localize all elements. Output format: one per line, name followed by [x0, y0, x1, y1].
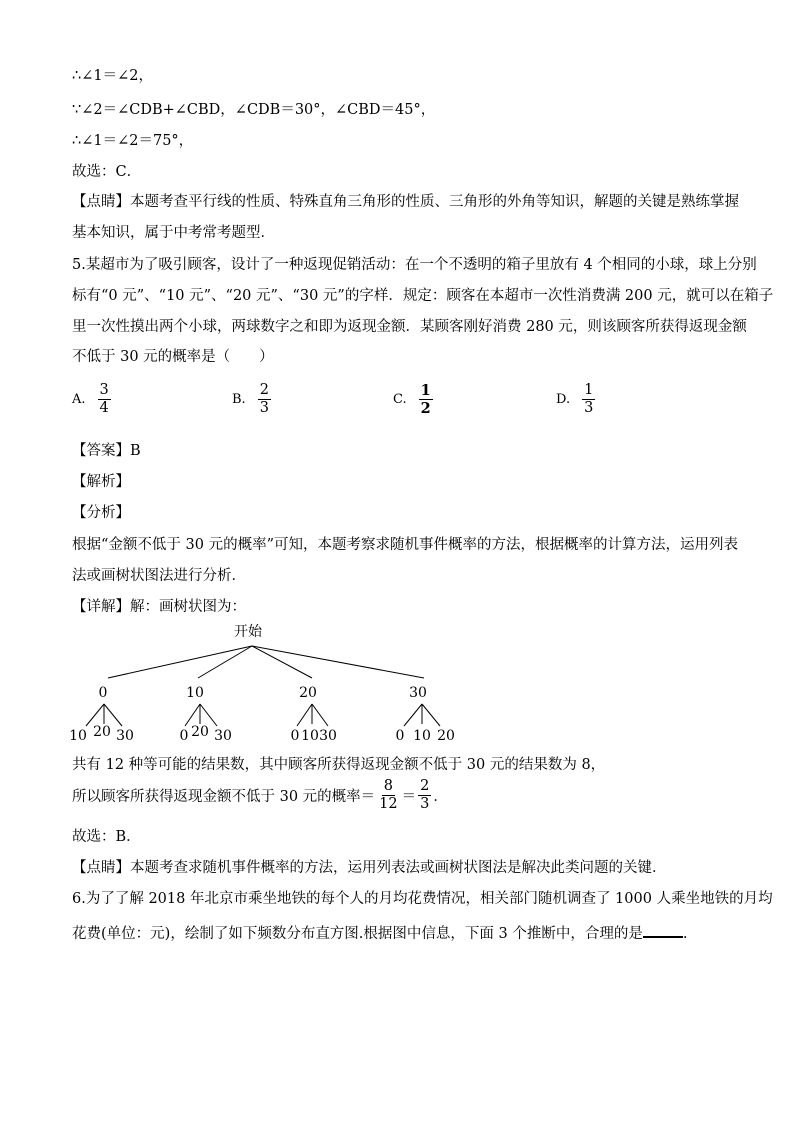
- tree-node-l2: 20: [93, 724, 111, 740]
- numerator: 2: [420, 778, 430, 794]
- tree-edge: [185, 704, 200, 726]
- analysis-label: 【解析】: [72, 474, 130, 490]
- question-6-body: 花费(单位：元)，绘制了如下频数分布直方图.根据图中信息，下面 3 个推断中，合理的是: [72, 926, 643, 942]
- tree-edge: [252, 646, 312, 678]
- tree-root-label: 开始: [234, 624, 262, 640]
- question-6-text: 6.为了了解 2018 年北京市乘坐地铁的每个人的月均花费情况，相关部门随机调查了 1000 人乘坐地铁的月均: [72, 891, 773, 907]
- option-c: [393, 382, 435, 417]
- answer-label: 【答案】B: [72, 443, 141, 459]
- tree-node-l1: 0: [98, 685, 108, 701]
- option-d: [556, 382, 597, 417]
- tree-edge: [86, 704, 104, 726]
- tree-edge: [198, 646, 252, 678]
- denominator: 3: [584, 400, 594, 416]
- tree-edge: [104, 704, 122, 726]
- tree-edge: [252, 646, 424, 678]
- tree-node-l2: 30: [214, 728, 232, 744]
- probability-fraction: [377, 778, 399, 813]
- denominator: 12: [379, 796, 398, 812]
- tree-node-l2: 0: [179, 728, 189, 744]
- probability-fraction: [418, 778, 431, 813]
- option-fraction: [419, 382, 433, 417]
- numerator: 1: [584, 382, 594, 398]
- tree-node-l2: 20: [191, 724, 209, 740]
- tree-edge: [200, 704, 217, 726]
- tree-node-l2: 20: [437, 728, 455, 744]
- detail-label: 【详解】解：画树状图为：: [72, 599, 246, 615]
- tree-node-l2: 10: [301, 728, 319, 744]
- tree-edge: [404, 704, 422, 726]
- question-5-text: 标有“0 元”、“10 元”、“20 元”、“30 元”的字样．规定：顾客在本超市一次性消费满 200 元，就可以在箱子: [72, 288, 774, 304]
- numerator: 3: [99, 382, 109, 398]
- option-fraction: [98, 382, 111, 417]
- tree-node-l2: 30: [116, 728, 134, 744]
- period: .: [682, 926, 688, 942]
- tree-edge: [108, 646, 252, 678]
- fenxi-text: 法或画树状图法进行分析．: [72, 568, 246, 584]
- denominator: 2: [420, 400, 431, 417]
- tree-node-l2: 10: [413, 728, 431, 744]
- denominator: 4: [99, 400, 109, 416]
- text-line: 基本知识，属于中考常考题型．: [72, 225, 275, 241]
- choose-text: 故选：B．: [72, 829, 141, 845]
- tree-diagram: [0, 620, 794, 755]
- question-5-text: 不低于 30 元的概率是（ ）: [72, 349, 274, 365]
- option-a: [72, 382, 113, 417]
- option-b: [232, 382, 273, 417]
- result-count-text: 共有 12 种等可能的结果数，其中顾客所获得返现金额不低于 30 元的结果数为 8，: [72, 757, 606, 773]
- tree-edge: [297, 704, 312, 726]
- equals-sign: ＝: [401, 789, 417, 805]
- probability-line: [72, 778, 448, 813]
- text-line: ∴∠1＝∠2，: [72, 68, 153, 84]
- question-5-text: 里一次性摸出两个小球，两球数字之和即为返现金额．某顾客刚好消费 280 元，则该顾客所获得返现金额: [72, 319, 747, 335]
- option-letter: C.: [393, 392, 407, 407]
- numerator: 2: [259, 382, 269, 398]
- numerator: 1: [420, 382, 431, 399]
- text-line: 故选：C．: [72, 164, 142, 180]
- tree-edge: [422, 704, 440, 726]
- option-fraction: [258, 382, 271, 417]
- answer-blank: [643, 922, 683, 938]
- option-letter: B.: [232, 392, 246, 407]
- option-letter: A.: [72, 392, 86, 407]
- text-line: ∴∠1＝∠2＝75°，: [72, 133, 194, 149]
- tree-node-l1: 30: [409, 685, 427, 701]
- tree-node-l2: 30: [319, 728, 337, 744]
- question-5-text: 5.某超市为了吸引顾客，设计了一种返现促销活动：在一个不透明的箱子里放有 4 个相同的小球，球上分别: [72, 257, 757, 273]
- tree-node-l2: 10: [69, 728, 87, 744]
- probability-prefix: 所以顾客所获得返现金额不低于 30 元的概率＝: [72, 789, 376, 805]
- option-fraction: [582, 382, 595, 417]
- fenxi-text: 根据“金额不低于 30 元的概率”可知，本题考察求随机事件概率的方法，根据概率的计算方法，运用列表: [72, 537, 738, 553]
- tree-node-l2: 0: [290, 728, 300, 744]
- text-line: ∵∠2＝∠CDB+∠CBD，∠CDB＝30°，∠CBD＝45°，: [72, 102, 436, 118]
- tree-node-l2: 0: [395, 728, 405, 744]
- option-letter: D.: [556, 392, 571, 407]
- period: ．: [433, 789, 448, 805]
- dianjing-text: 【点睛】本题考查平行线的性质、特殊直角三角形的性质、三角形的外角等知识，解题的关键是熟练掌握: [72, 194, 739, 210]
- tree-edge: [312, 704, 328, 726]
- numerator: 8: [383, 778, 394, 794]
- denominator: 3: [259, 400, 269, 416]
- tree-node-l1: 10: [186, 685, 204, 701]
- question-6-text: [72, 922, 687, 944]
- dianjing-text: 【点睛】本题考查求随机事件概率的方法，运用列表法或画树状图法是解决此类问题的关键．: [72, 860, 667, 876]
- tree-node-l1: 20: [299, 685, 317, 701]
- denominator: 3: [420, 796, 430, 812]
- fenxi-label: 【分析】: [72, 505, 130, 521]
